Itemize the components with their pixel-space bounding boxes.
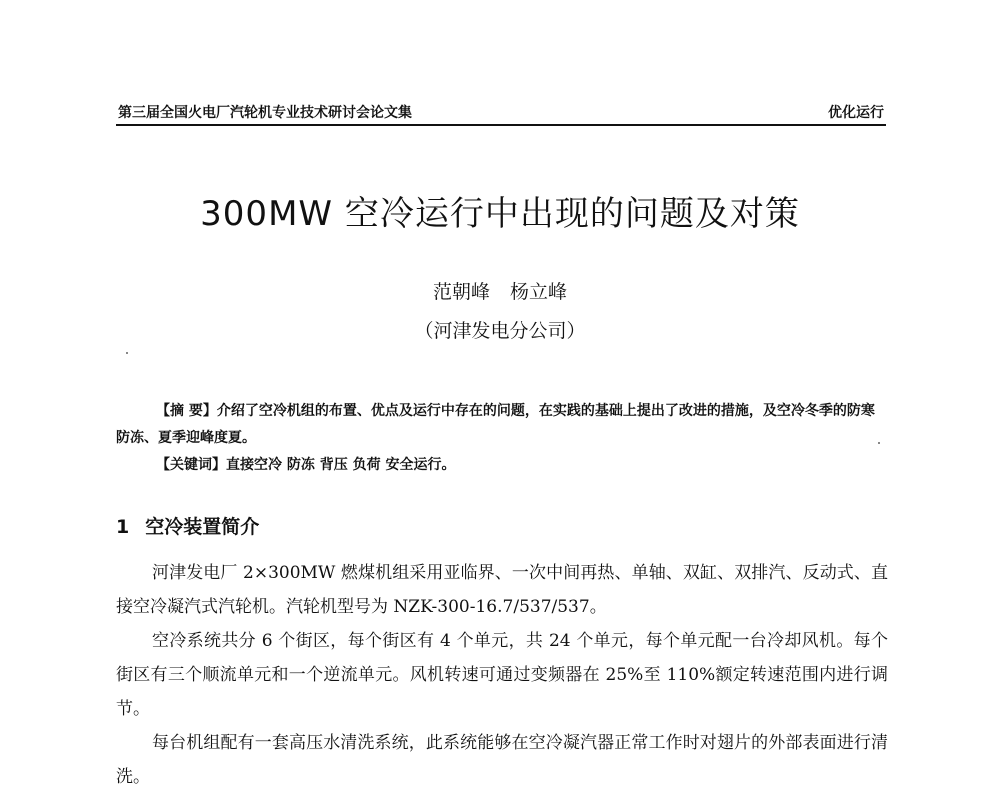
authors: 范朝峰 杨立峰 bbox=[432, 281, 568, 303]
paragraph: 每台机组配有一套高压水清洗系统，此系统能够在空冷凝汽器正常工作时对翅片的外部表面进行清洗。 bbox=[116, 733, 888, 787]
scan-speck bbox=[126, 352, 128, 354]
section-number: 1 bbox=[116, 516, 130, 538]
running-header bbox=[116, 102, 886, 124]
body-text bbox=[116, 556, 888, 794]
abstract-text: 介绍了空冷机组的布置、优点及运行中存在的问题，在实践的基础上提出了改进的措施，及空冷冬季的防寒防冻、夏季迎峰度夏。 bbox=[116, 403, 875, 446]
keywords bbox=[116, 452, 888, 479]
keywords-label: 【关键词】 bbox=[156, 457, 226, 473]
paragraph: 空冷系统共分 6 个街区，每个街区有 4 个单元，共 24 个单元，每个单元配一台冷却风机。每个街区有三个顺流单元和一个逆流单元。风机转速可通过变频器在 25%至 110%额定转速范围内进行调节。 bbox=[116, 631, 888, 719]
header-proceedings-title: 第三届全国火电厂汽轮机专业技术研讨会论文集 bbox=[118, 105, 412, 121]
header-rule bbox=[116, 124, 886, 126]
abstract-label: 【摘 要】 bbox=[156, 403, 217, 419]
section-title: 空冷装置简介 bbox=[145, 516, 260, 538]
header-section-name: 优化运行 bbox=[828, 105, 884, 121]
section-heading bbox=[116, 512, 259, 539]
abstract-block bbox=[116, 398, 888, 479]
affiliation: （河津发电分公司） bbox=[414, 320, 586, 342]
paper-title: 300MW 空冷运行中出现的问题及对策 bbox=[200, 194, 800, 234]
abstract bbox=[116, 398, 888, 452]
keywords-text: 直接空冷 防冻 背压 负荷 安全运行。 bbox=[226, 457, 456, 473]
paragraph: 河津发电厂 2×300MW 燃煤机组采用亚临界、一次中间再热、单轴、双缸、双排汽、反动式、直接空冷凝汽式汽轮机。汽轮机型号为 NZK-300-16.7/537/537。 bbox=[116, 563, 888, 617]
